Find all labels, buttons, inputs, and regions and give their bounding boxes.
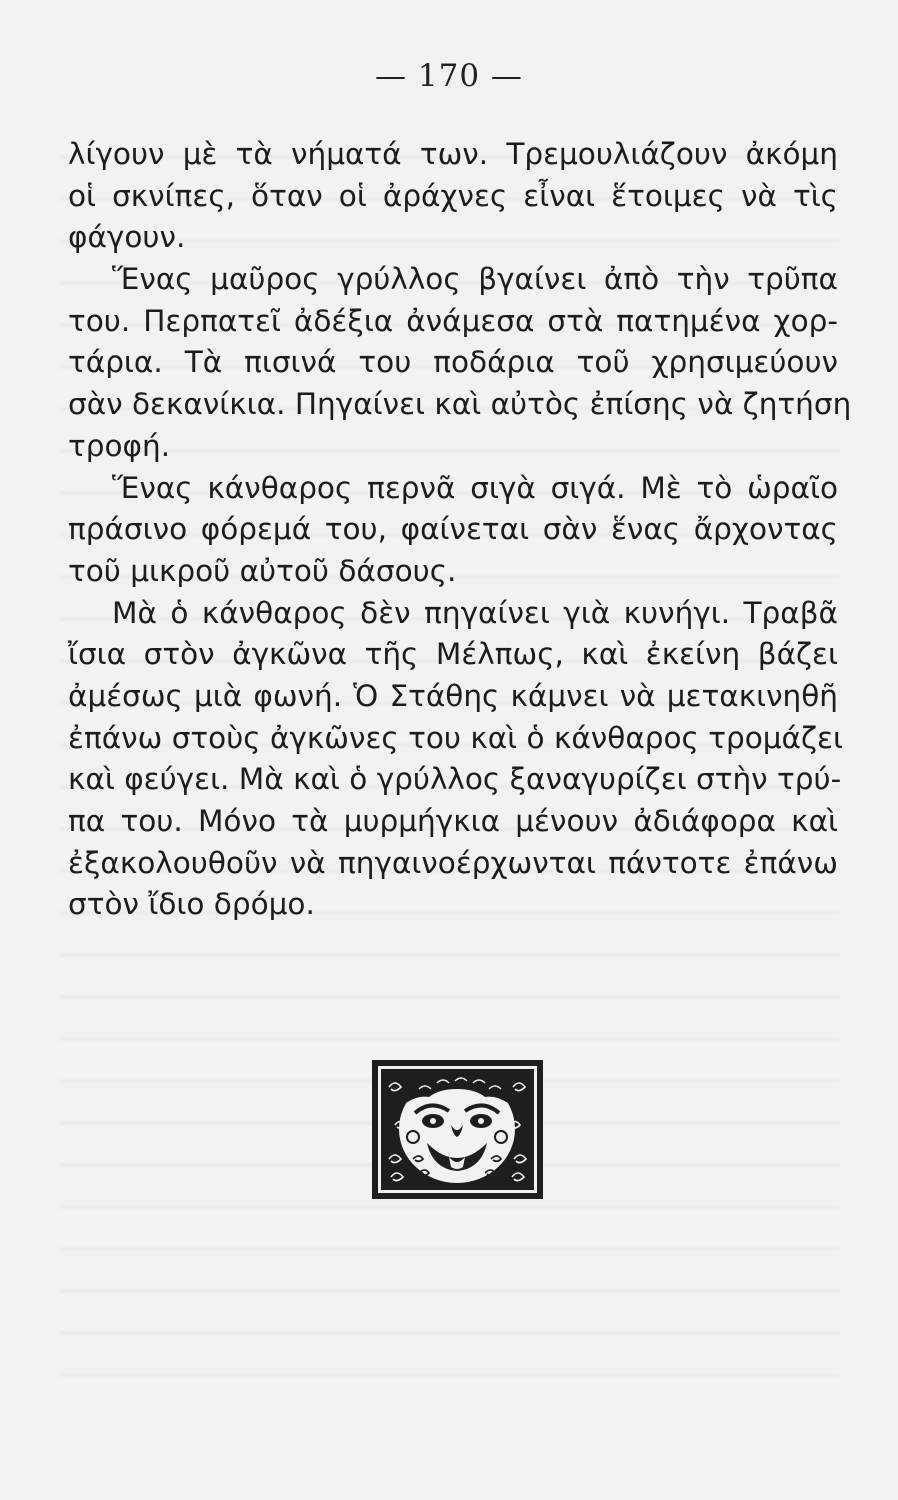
ornamental-mask-icon — [371, 1059, 544, 1200]
text-line: ἴσια στὸν ἀγκῶνα τῆς Μέλπως, καὶ ἐκείνη βάζει — [68, 637, 838, 672]
text-line: οἱ σκνίπες, ὅταν οἱ ἀράχνες εἶναι ἕτοιμες νὰ τὶς — [68, 178, 838, 213]
text-line: τάρια. Τὰ πισινά του ποδάρια τοῦ χρησιμεύουν — [68, 345, 838, 380]
text-line: τοῦ μικροῦ αὐτοῦ δάσους. — [68, 553, 457, 588]
text-line: τροφή. — [68, 428, 171, 463]
text-line: λίγουν μὲ τὰ νήματά των. Τρεμουλιάζουν ἀκόμη — [68, 137, 838, 171]
text-line: σὰν δεκανίκια. Πηγαίνει καὶ αὐτὸς ἐπίσης νὰ ζητήση — [68, 387, 852, 422]
body-text — [68, 134, 852, 926]
text-line: του. Περπατεῖ ἀδέξια ἀνάμεσα στὰ πατημένα χορ- — [68, 303, 838, 338]
text-line: πα του. Μόνο τὰ μυρμήγκια μένουν ἀδιάφορα καὶ — [68, 804, 838, 838]
text-line: καὶ φεύγει. Μὰ καὶ ὁ γρύλλος ξαναγυρίζει στὴν τρύ- — [68, 762, 842, 797]
text-line: στὸν ἴδιο δρόμο. — [68, 887, 315, 922]
text-line: πράσινο φόρεμά του, φαίνεται σὰν ἕνας ἄρχοντας — [68, 512, 838, 547]
text-line: Ἕνας κάνθαρος περνᾶ σιγὰ σιγά. Μὲ τὸ ὡραῖο — [112, 470, 838, 505]
text-line: Μὰ ὁ κάνθαρος δὲν πηγαίνει γιὰ κυνήγι. Τραβᾶ — [112, 595, 838, 630]
text-line: φάγουν. — [68, 220, 186, 255]
text-line: ἐπάνω στοὺς ἀγκῶνες του καὶ ὁ κάνθαρος τρομάζει — [68, 720, 843, 755]
page-number: — 170 — — [375, 58, 523, 94]
text-line: ἐξακολουθοῦν νὰ πηγαινοέρχωνται πάντοτε ἐπάνω — [68, 845, 838, 880]
text-line: ἀμέσως μιὰ φωνή. Ὁ Στάθης κάμνει νὰ μετακινηθῆ — [68, 678, 838, 713]
text-line: Ἕνας μαῦρος γρύλλος βγαίνει ἀπὸ τὴν τρῦπα — [112, 262, 838, 297]
